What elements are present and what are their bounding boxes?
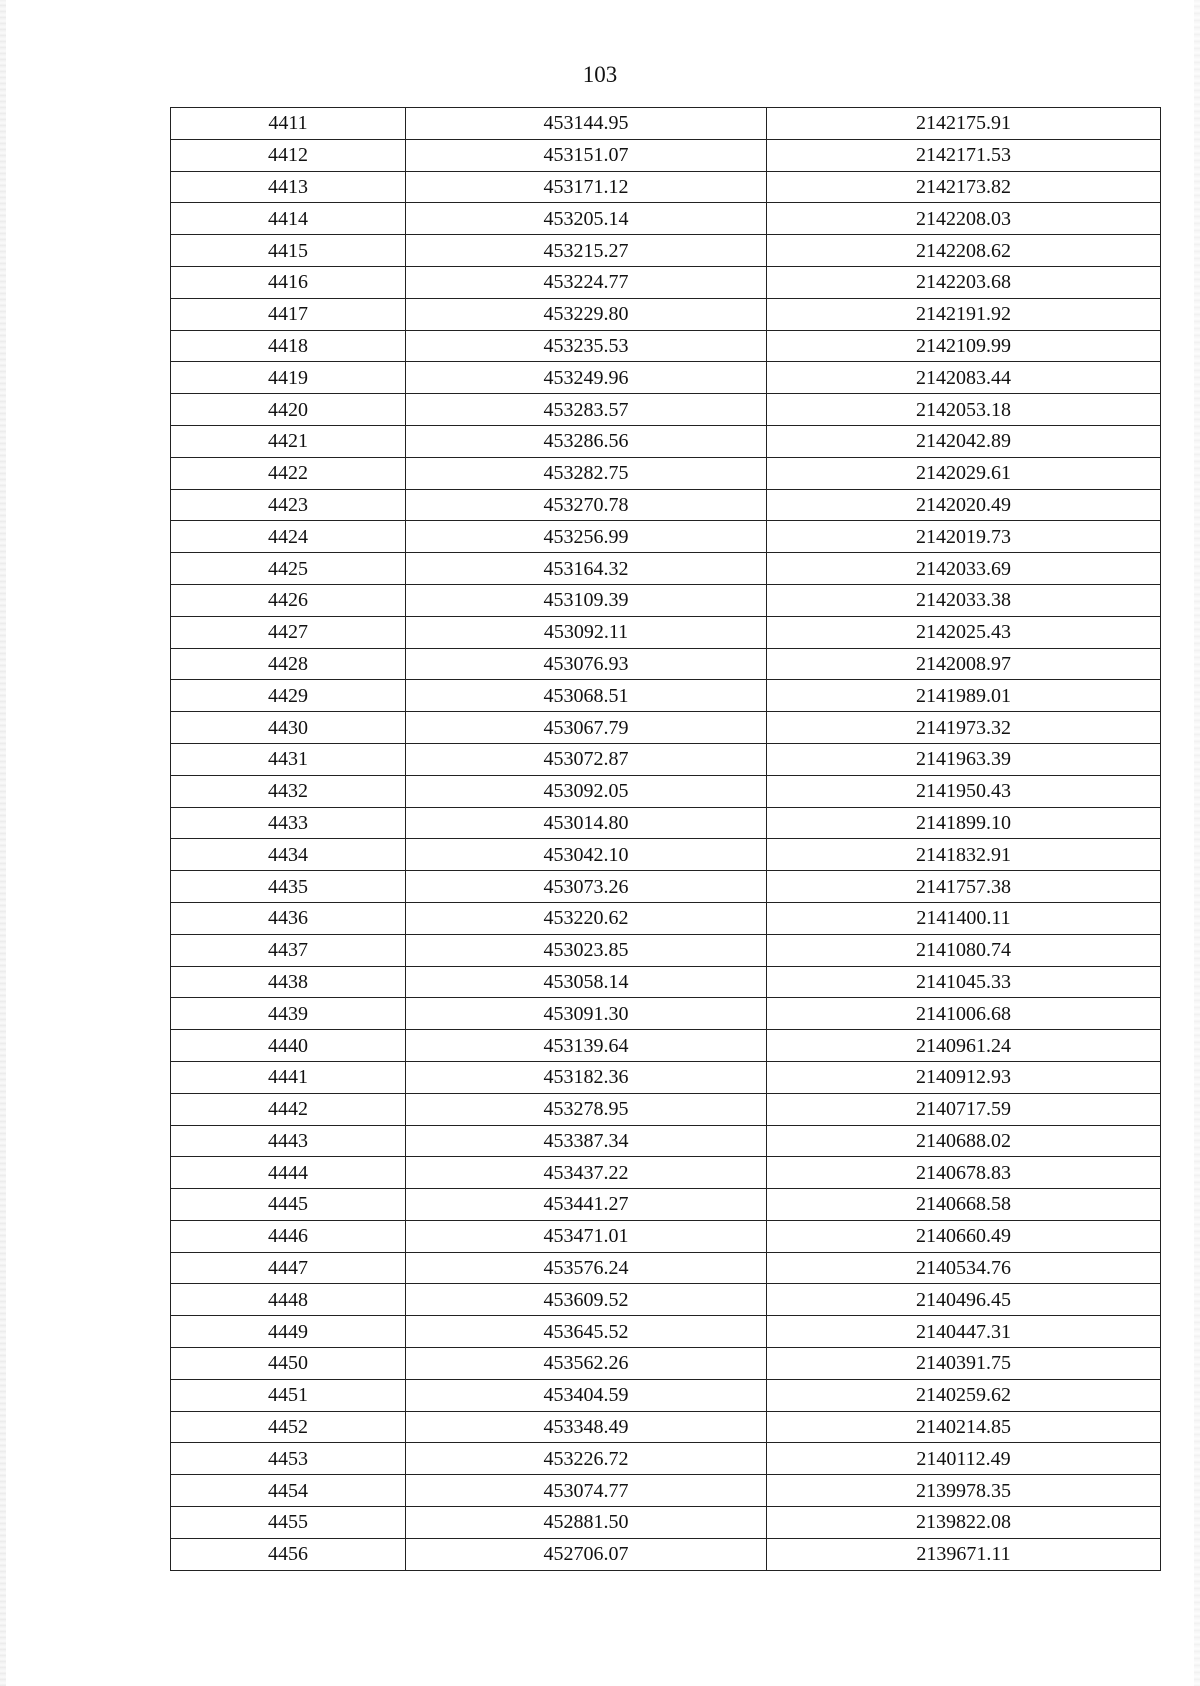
table-row [171,839,1161,871]
table-row [171,966,1161,998]
y-coordinate-cell: 2141963.39 [767,743,1161,775]
point-id-cell: 4446 [171,1220,406,1252]
scan-edge-left [0,0,6,1686]
y-coordinate-cell: 2140912.93 [767,1061,1161,1093]
point-id-cell: 4412 [171,139,406,171]
point-id-cell: 4441 [171,1061,406,1093]
y-coordinate-cell: 2141006.68 [767,998,1161,1030]
x-coordinate-cell: 453278.95 [406,1093,767,1125]
x-coordinate-cell: 453182.36 [406,1061,767,1093]
point-id-cell: 4417 [171,298,406,330]
x-coordinate-cell: 453220.62 [406,902,767,934]
table-row [171,1030,1161,1062]
point-id-cell: 4436 [171,902,406,934]
y-coordinate-cell: 2142173.82 [767,171,1161,203]
y-coordinate-cell: 2142042.89 [767,425,1161,457]
table-row [171,1475,1161,1507]
table-row [171,330,1161,362]
x-coordinate-cell: 453068.51 [406,680,767,712]
y-coordinate-cell: 2142033.38 [767,584,1161,616]
x-coordinate-cell: 453562.26 [406,1348,767,1380]
point-id-cell: 4413 [171,171,406,203]
x-coordinate-cell: 453609.52 [406,1284,767,1316]
x-coordinate-cell: 453076.93 [406,648,767,680]
x-coordinate-cell: 453171.12 [406,171,767,203]
point-id-cell: 4435 [171,871,406,903]
point-id-cell: 4449 [171,1316,406,1348]
table-row [171,1411,1161,1443]
table-row [171,521,1161,553]
point-id-cell: 4455 [171,1507,406,1539]
point-id-cell: 4411 [171,108,406,140]
table-row [171,1061,1161,1093]
x-coordinate-cell: 453139.64 [406,1030,767,1062]
point-id-cell: 4451 [171,1379,406,1411]
x-coordinate-cell: 453067.79 [406,712,767,744]
table-row [171,1443,1161,1475]
table-row [171,139,1161,171]
y-coordinate-cell: 2140447.31 [767,1316,1161,1348]
y-coordinate-cell: 2142191.92 [767,298,1161,330]
point-id-cell: 4453 [171,1443,406,1475]
y-coordinate-cell: 2140660.49 [767,1220,1161,1252]
table-row [171,743,1161,775]
x-coordinate-cell: 453058.14 [406,966,767,998]
point-id-cell: 4416 [171,266,406,298]
point-id-cell: 4430 [171,712,406,744]
y-coordinate-cell: 2142109.99 [767,330,1161,362]
x-coordinate-cell: 453282.75 [406,457,767,489]
table-row [171,298,1161,330]
point-id-cell: 4431 [171,743,406,775]
point-id-cell: 4433 [171,807,406,839]
point-id-cell: 4443 [171,1125,406,1157]
page-number: 103 [582,62,618,87]
y-coordinate-cell: 2141757.38 [767,871,1161,903]
x-coordinate-cell: 453235.53 [406,330,767,362]
y-coordinate-cell: 2140668.58 [767,1189,1161,1221]
table-row [171,1252,1161,1284]
y-coordinate-cell: 2141080.74 [767,934,1161,966]
x-coordinate-cell: 453215.27 [406,235,767,267]
point-id-cell: 4418 [171,330,406,362]
table-row [171,171,1161,203]
table-row [171,553,1161,585]
y-coordinate-cell: 2140391.75 [767,1348,1161,1380]
table-row [171,1157,1161,1189]
point-id-cell: 4428 [171,648,406,680]
table-row [171,871,1161,903]
y-coordinate-cell: 2140688.02 [767,1125,1161,1157]
x-coordinate-cell: 452706.07 [406,1538,767,1570]
coordinates-table-body [171,108,1161,1571]
x-coordinate-cell: 453092.05 [406,775,767,807]
y-coordinate-cell: 2141950.43 [767,775,1161,807]
y-coordinate-cell: 2141400.11 [767,902,1161,934]
y-coordinate-cell: 2139822.08 [767,1507,1161,1539]
x-coordinate-cell: 453164.32 [406,553,767,585]
y-coordinate-cell: 2142171.53 [767,139,1161,171]
table-row [171,998,1161,1030]
table-row [171,1348,1161,1380]
y-coordinate-cell: 2142175.91 [767,108,1161,140]
y-coordinate-cell: 2142020.49 [767,489,1161,521]
x-coordinate-cell: 453023.85 [406,934,767,966]
y-coordinate-cell: 2140961.24 [767,1030,1161,1062]
y-coordinate-cell: 2140534.76 [767,1252,1161,1284]
x-coordinate-cell: 453109.39 [406,584,767,616]
point-id-cell: 4432 [171,775,406,807]
table-row [171,394,1161,426]
x-coordinate-cell: 453144.95 [406,108,767,140]
y-coordinate-cell: 2139978.35 [767,1475,1161,1507]
point-id-cell: 4429 [171,680,406,712]
point-id-cell: 4442 [171,1093,406,1125]
x-coordinate-cell: 453205.14 [406,203,767,235]
table-row [171,1316,1161,1348]
point-id-cell: 4440 [171,1030,406,1062]
table-row [171,616,1161,648]
point-id-cell: 4434 [171,839,406,871]
table-row [171,807,1161,839]
table-row [171,235,1161,267]
x-coordinate-cell: 453404.59 [406,1379,767,1411]
table-row [171,1125,1161,1157]
table-row [171,1379,1161,1411]
x-coordinate-cell: 453286.56 [406,425,767,457]
y-coordinate-cell: 2142025.43 [767,616,1161,648]
point-id-cell: 4454 [171,1475,406,1507]
point-id-cell: 4448 [171,1284,406,1316]
point-id-cell: 4438 [171,966,406,998]
y-coordinate-cell: 2140259.62 [767,1379,1161,1411]
point-id-cell: 4424 [171,521,406,553]
x-coordinate-cell: 453348.49 [406,1411,767,1443]
point-id-cell: 4425 [171,553,406,585]
table-row [171,1284,1161,1316]
y-coordinate-cell: 2142033.69 [767,553,1161,585]
table-row [171,1538,1161,1570]
point-id-cell: 4426 [171,584,406,616]
point-id-cell: 4420 [171,394,406,426]
table-row [171,1507,1161,1539]
x-coordinate-cell: 453283.57 [406,394,767,426]
y-coordinate-cell: 2142203.68 [767,266,1161,298]
scan-edge-right [1194,0,1200,1686]
y-coordinate-cell: 2140717.59 [767,1093,1161,1125]
table-row [171,108,1161,140]
table-row [171,680,1161,712]
point-id-cell: 4437 [171,934,406,966]
table-row [171,1189,1161,1221]
point-id-cell: 4422 [171,457,406,489]
point-id-cell: 4415 [171,235,406,267]
point-id-cell: 4450 [171,1348,406,1380]
x-coordinate-cell: 453256.99 [406,521,767,553]
x-coordinate-cell: 453042.10 [406,839,767,871]
y-coordinate-cell: 2141899.10 [767,807,1161,839]
x-coordinate-cell: 453229.80 [406,298,767,330]
point-id-cell: 4423 [171,489,406,521]
x-coordinate-cell: 453249.96 [406,362,767,394]
x-coordinate-cell: 453270.78 [406,489,767,521]
table-row [171,203,1161,235]
table-row [171,775,1161,807]
table-row [171,425,1161,457]
x-coordinate-cell: 453437.22 [406,1157,767,1189]
x-coordinate-cell: 453074.77 [406,1475,767,1507]
table-row [171,902,1161,934]
x-coordinate-cell: 453387.34 [406,1125,767,1157]
table-row [171,489,1161,521]
y-coordinate-cell: 2139671.11 [767,1538,1161,1570]
point-id-cell: 4414 [171,203,406,235]
y-coordinate-cell: 2142008.97 [767,648,1161,680]
y-coordinate-cell: 2140214.85 [767,1411,1161,1443]
x-coordinate-cell: 453576.24 [406,1252,767,1284]
table-row [171,1093,1161,1125]
table-row [171,1220,1161,1252]
x-coordinate-cell: 453072.87 [406,743,767,775]
y-coordinate-cell: 2140496.45 [767,1284,1161,1316]
x-coordinate-cell: 453091.30 [406,998,767,1030]
y-coordinate-cell: 2142208.03 [767,203,1161,235]
point-id-cell: 4456 [171,1538,406,1570]
coordinates-table [170,107,1161,1571]
point-id-cell: 4427 [171,616,406,648]
y-coordinate-cell: 2142029.61 [767,457,1161,489]
y-coordinate-cell: 2141832.91 [767,839,1161,871]
point-id-cell: 4439 [171,998,406,1030]
y-coordinate-cell: 2140112.49 [767,1443,1161,1475]
x-coordinate-cell: 453224.77 [406,266,767,298]
x-coordinate-cell: 453226.72 [406,1443,767,1475]
point-id-cell: 4419 [171,362,406,394]
x-coordinate-cell: 453073.26 [406,871,767,903]
y-coordinate-cell: 2141045.33 [767,966,1161,998]
y-coordinate-cell: 2140678.83 [767,1157,1161,1189]
table-row [171,648,1161,680]
table-row [171,457,1161,489]
y-coordinate-cell: 2142019.73 [767,521,1161,553]
point-id-cell: 4444 [171,1157,406,1189]
table-row [171,934,1161,966]
point-id-cell: 4421 [171,425,406,457]
x-coordinate-cell: 453441.27 [406,1189,767,1221]
table-row [171,266,1161,298]
point-id-cell: 4452 [171,1411,406,1443]
x-coordinate-cell: 453471.01 [406,1220,767,1252]
y-coordinate-cell: 2142053.18 [767,394,1161,426]
x-coordinate-cell: 453151.07 [406,139,767,171]
table-row [171,584,1161,616]
x-coordinate-cell: 453014.80 [406,807,767,839]
y-coordinate-cell: 2142083.44 [767,362,1161,394]
table-row [171,362,1161,394]
x-coordinate-cell: 453645.52 [406,1316,767,1348]
x-coordinate-cell: 453092.11 [406,616,767,648]
y-coordinate-cell: 2142208.62 [767,235,1161,267]
point-id-cell: 4445 [171,1189,406,1221]
table-row [171,712,1161,744]
y-coordinate-cell: 2141989.01 [767,680,1161,712]
y-coordinate-cell: 2141973.32 [767,712,1161,744]
x-coordinate-cell: 452881.50 [406,1507,767,1539]
point-id-cell: 4447 [171,1252,406,1284]
